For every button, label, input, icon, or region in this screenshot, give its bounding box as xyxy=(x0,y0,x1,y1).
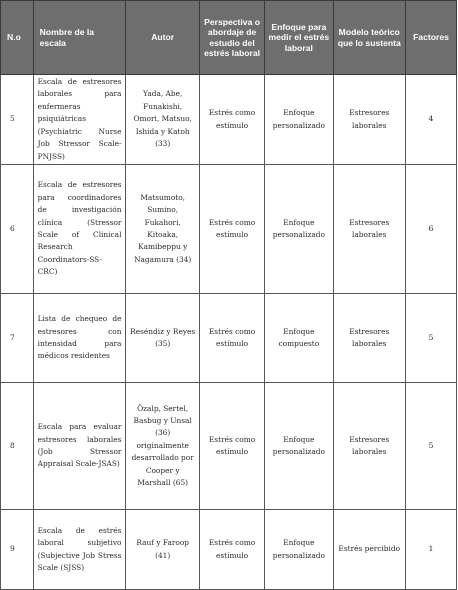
cell-perspective: Estrés como estímulo xyxy=(199,510,264,590)
cell-scale-name: Escala de estresores para coordinadores de investigación clínica (Stressor Scale of Clinical Research Coordinators-SS-CRC) xyxy=(33,165,126,294)
table-row xyxy=(1,165,457,294)
cell-factors: 5 xyxy=(405,294,456,383)
cell-no: 9 xyxy=(1,510,34,590)
cell-author: Yada, Abe, Funakishi, Omori, Matsuo, Ishida y Katoh (33) xyxy=(126,75,199,165)
cell-no: 8 xyxy=(1,383,34,510)
header-approach: Enfoque para medir el estrés laboral xyxy=(265,1,333,75)
cell-theoretical-model: Estresores laborales xyxy=(333,294,405,383)
header-factors: Factores xyxy=(405,1,456,75)
cell-theoretical-model: Estresores laborales xyxy=(333,75,405,165)
cell-no: 5 xyxy=(1,75,34,165)
cell-scale-name: Lista de chequeo de estresores con intensidad para médicos residentes xyxy=(33,294,126,383)
cell-approach: Enfoque compuesto xyxy=(265,294,333,383)
cell-approach: Enfoque personalizado xyxy=(265,383,333,510)
cell-approach: Enfoque personalizado xyxy=(265,510,333,590)
cell-perspective: Estrés como estímulo xyxy=(199,165,264,294)
cell-perspective: Estrés como estímulo xyxy=(199,383,264,510)
table-row xyxy=(1,383,457,510)
cell-factors: 6 xyxy=(405,165,456,294)
table-row xyxy=(1,75,457,165)
cell-approach: Enfoque personalizado xyxy=(265,165,333,294)
cell-theoretical-model: Estrés percibido xyxy=(333,510,405,590)
cell-author: Rauf y Faroop (41) xyxy=(126,510,199,590)
cell-factors: 5 xyxy=(405,383,456,510)
cell-no: 6 xyxy=(1,165,34,294)
header-theoretical-model: Modelo teórico que lo sustenta xyxy=(333,1,405,75)
header-author: Autor xyxy=(126,1,199,75)
table-header xyxy=(1,1,457,75)
cell-scale-name: Escala de estresores laborales para enfermeras psiquiátricas (Psychiatric Nurse Job Stressor Scale-PNJSS) xyxy=(33,75,126,165)
cell-no: 7 xyxy=(1,294,34,383)
cell-theoretical-model: Estresores laborales xyxy=(333,165,405,294)
cell-theoretical-model: Estresores laborales xyxy=(333,383,405,510)
cell-scale-name: Escala de estrés laboral subjetivo (Subjective Job Stress Scale (SJSS) xyxy=(33,510,126,590)
cell-author: Matsumoto, Sumino, Fukahori, Kitoaka, Kamibeppu y Nagamura (34) xyxy=(126,165,199,294)
header-no: N.o xyxy=(1,1,34,75)
cell-scale-name: Escala para evaluar estresores laborales (Job Stressor Appraisal Scale-JSAS) xyxy=(33,383,126,510)
table-row xyxy=(1,510,457,590)
cell-perspective: Estrés como estímulo xyxy=(199,294,264,383)
cell-author: Reséndiz y Reyes (35) xyxy=(126,294,199,383)
cell-approach: Enfoque personalizado xyxy=(265,75,333,165)
header-scale-name: Nombre de la escala xyxy=(33,1,126,75)
header-row xyxy=(1,1,457,75)
table-body xyxy=(1,75,457,590)
cell-factors: 4 xyxy=(405,75,456,165)
cell-author: Özalp, Sertel, Basbug y Unsal (36) originalmente desarrollado por Cooper y Marshall (65) xyxy=(126,383,199,510)
cell-factors: 1 xyxy=(405,510,456,590)
header-perspective: Perspectiva o abordaje de estudio del estrés laboral xyxy=(199,1,264,75)
cell-perspective: Estrés como estímulo xyxy=(199,75,264,165)
table-row xyxy=(1,294,457,383)
